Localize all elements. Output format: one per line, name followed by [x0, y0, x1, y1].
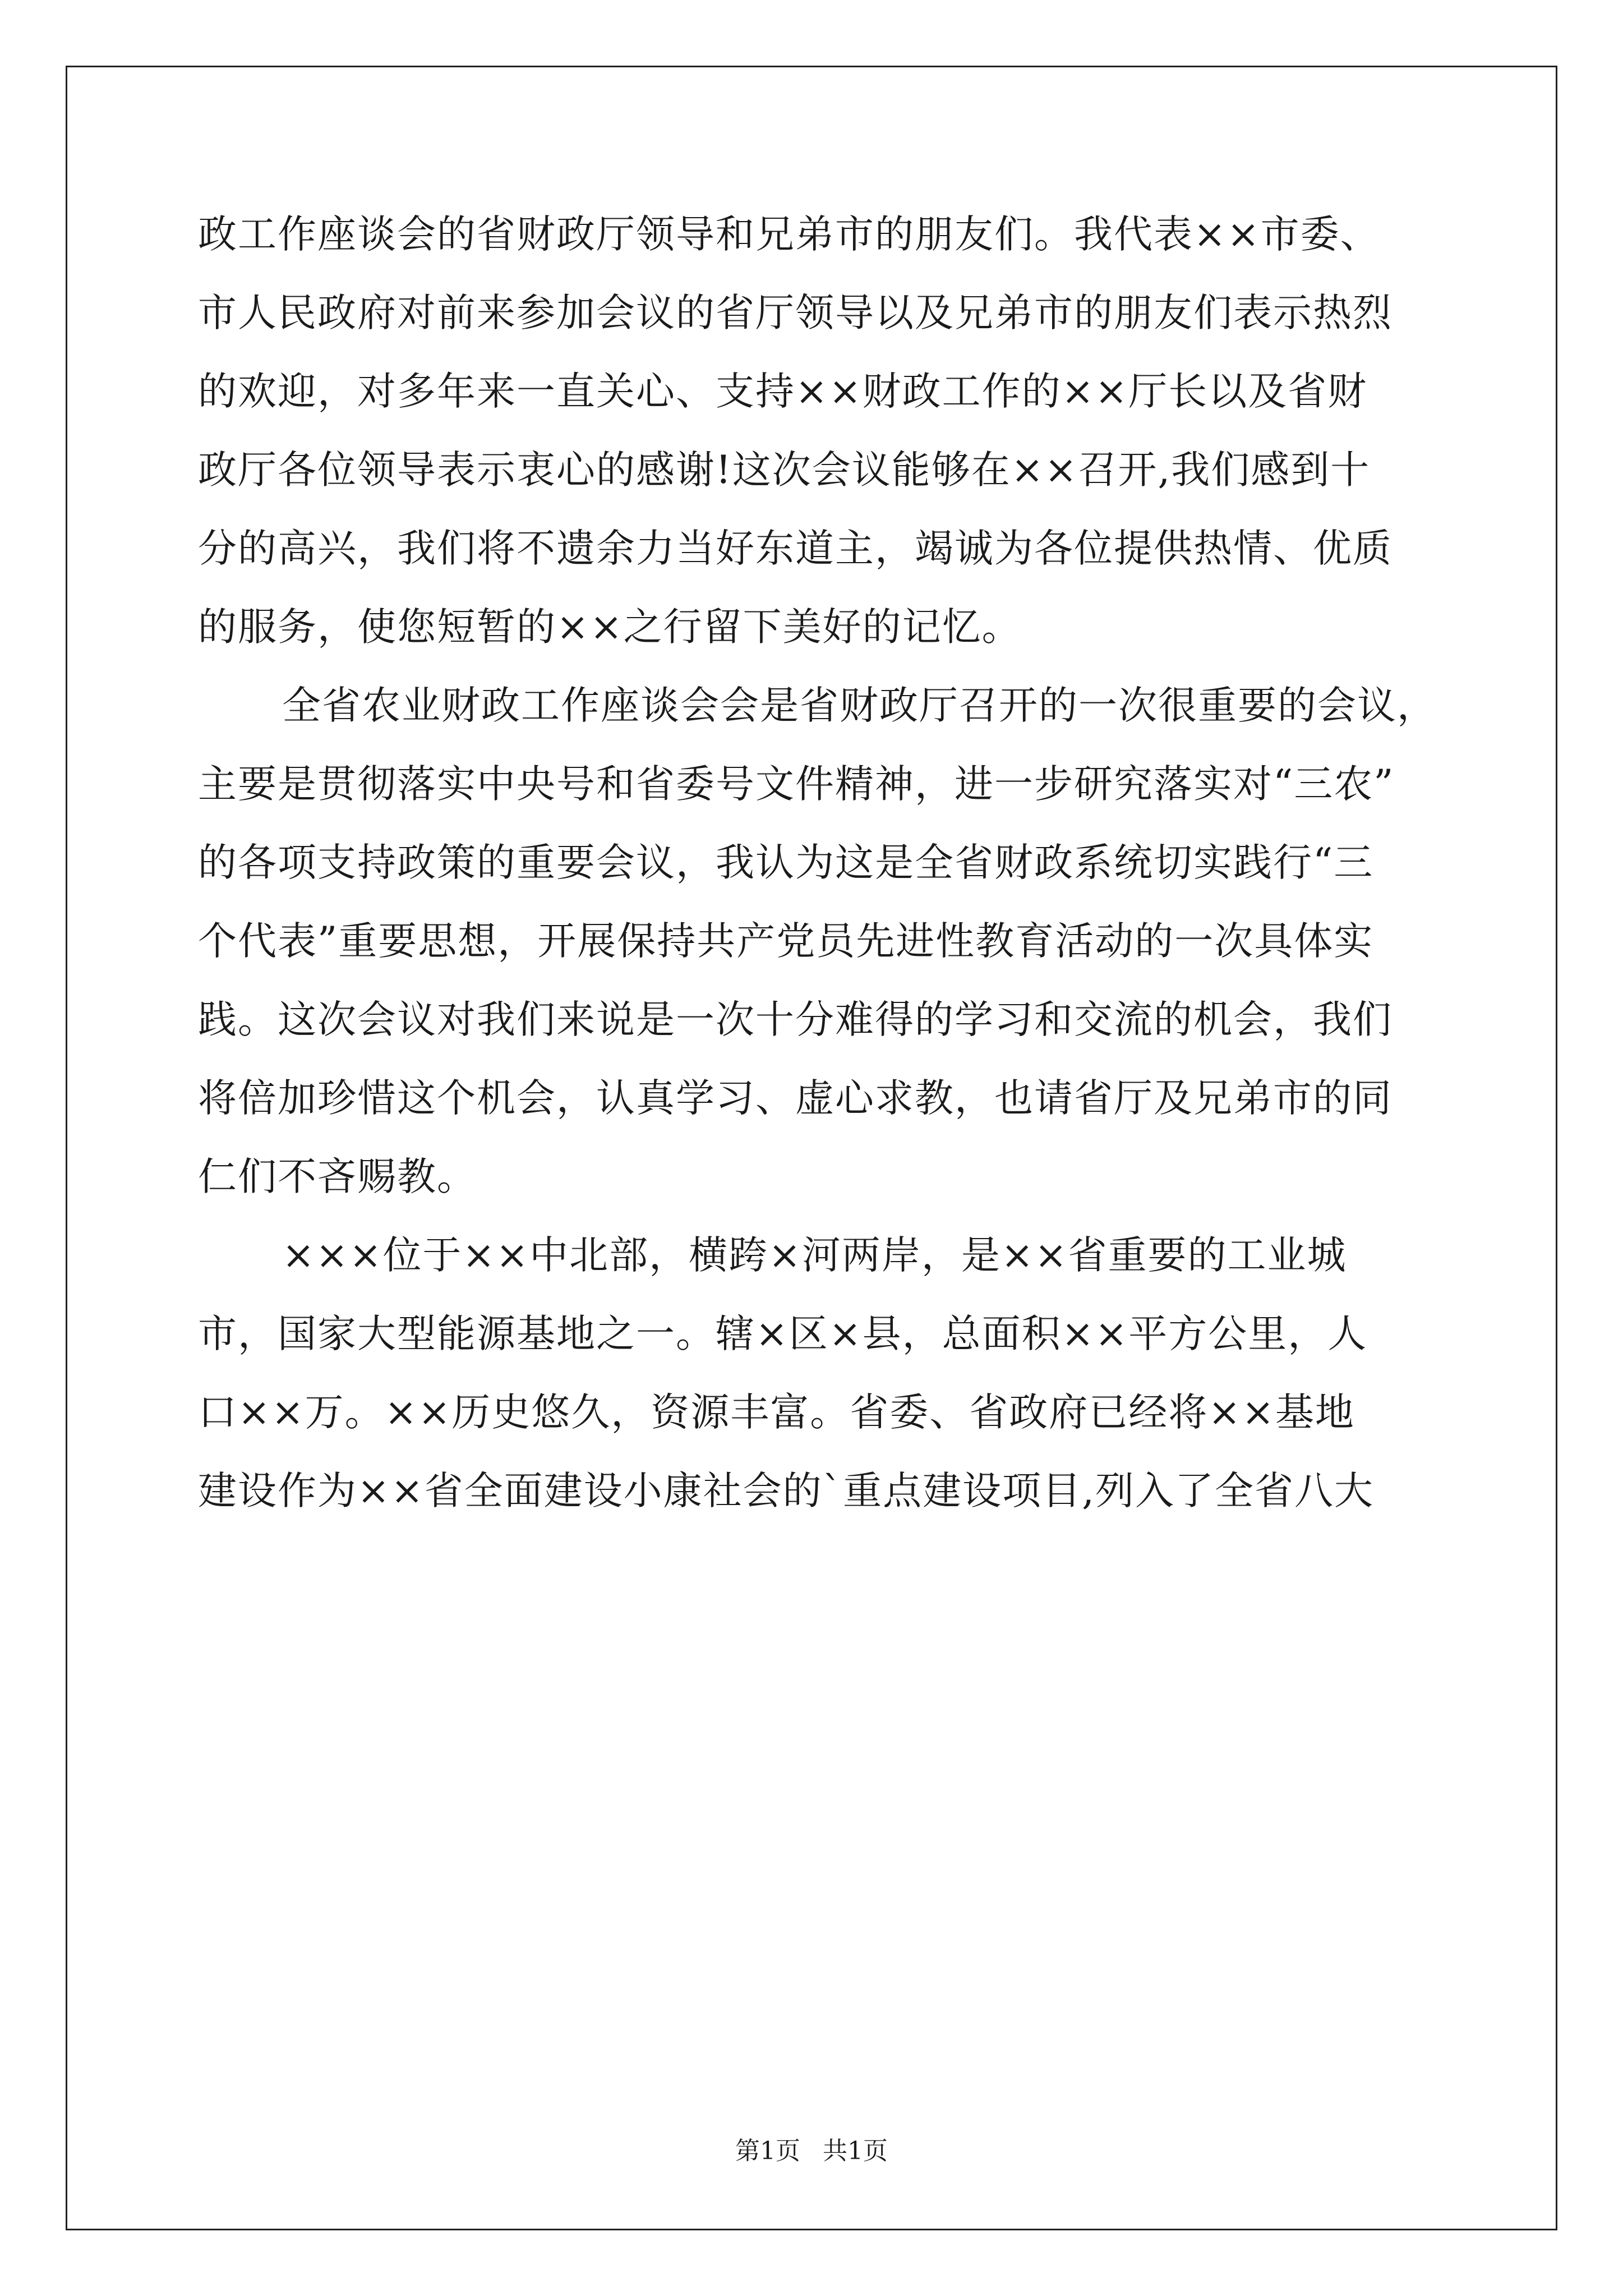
text-line: 分的高兴，我们将不遗余力当好东道主，竭诚为各位提供热情、优质: [198, 526, 1393, 571]
text-line: 的服务，使您短暂的××之行留下美好的记忆。: [198, 605, 1022, 650]
text-line: 政厅各位领导表示衷心的感谢!这次会议能够在××召开,我们感到十: [198, 448, 1371, 493]
text-line: 主要是贯彻落实中央号和省委号文件精神，进一步研究落实对“三农”: [198, 762, 1395, 807]
document-body: [198, 195, 1437, 1530]
text-line: 口××万。××历史悠久，资源丰富。省委、省政府已经将××基地: [198, 1390, 1355, 1435]
paragraph-first-line: ×××位于××中北部，横跨×河两岸，是××省重要的工业城: [282, 1233, 1347, 1278]
text-line: 市人民政府对前来参加会议的省厅领导以及兄弟市的朋友们表示热烈: [198, 291, 1393, 335]
page-footer: [0, 2134, 1623, 2168]
text-line: 仁们不吝赐教。: [198, 1154, 477, 1199]
text-line: 市，国家大型能源基地之一。辖×区×县，总面积××平方公里，人: [198, 1312, 1368, 1356]
paragraph-first-line: 全省农业财政工作座谈会会是省财政厅召开的一次很重要的会议，: [282, 683, 1437, 728]
page-number: 第1页: [735, 2137, 800, 2165]
text-line: 政工作座谈会的省财政厅领导和兄弟市的朋友们。我代表××市委、: [198, 212, 1380, 257]
text-line: 践。这次会议对我们来说是一次十分难得的学习和交流的机会，我们: [198, 997, 1393, 1042]
page-total: 共1页: [823, 2137, 888, 2165]
text-line: 建设作为××省全面建设小康社会的`重点建设项目,列入了全省八大: [198, 1469, 1375, 1513]
text-line: 的欢迎，对多年来一直关心、支持××财政工作的××厅长以及省财: [198, 369, 1368, 414]
text-line: 个代表”重要思想，开展保持共产党员先进性教育活动的一次具体实: [198, 919, 1374, 964]
text-line: 的各项支持政策的重要会议，我认为这是全省财政系统切实践行“三: [198, 840, 1374, 885]
text-line: 将倍加珍惜这个机会，认真学习、虚心求教，也请省厅及兄弟市的同: [198, 1076, 1393, 1121]
